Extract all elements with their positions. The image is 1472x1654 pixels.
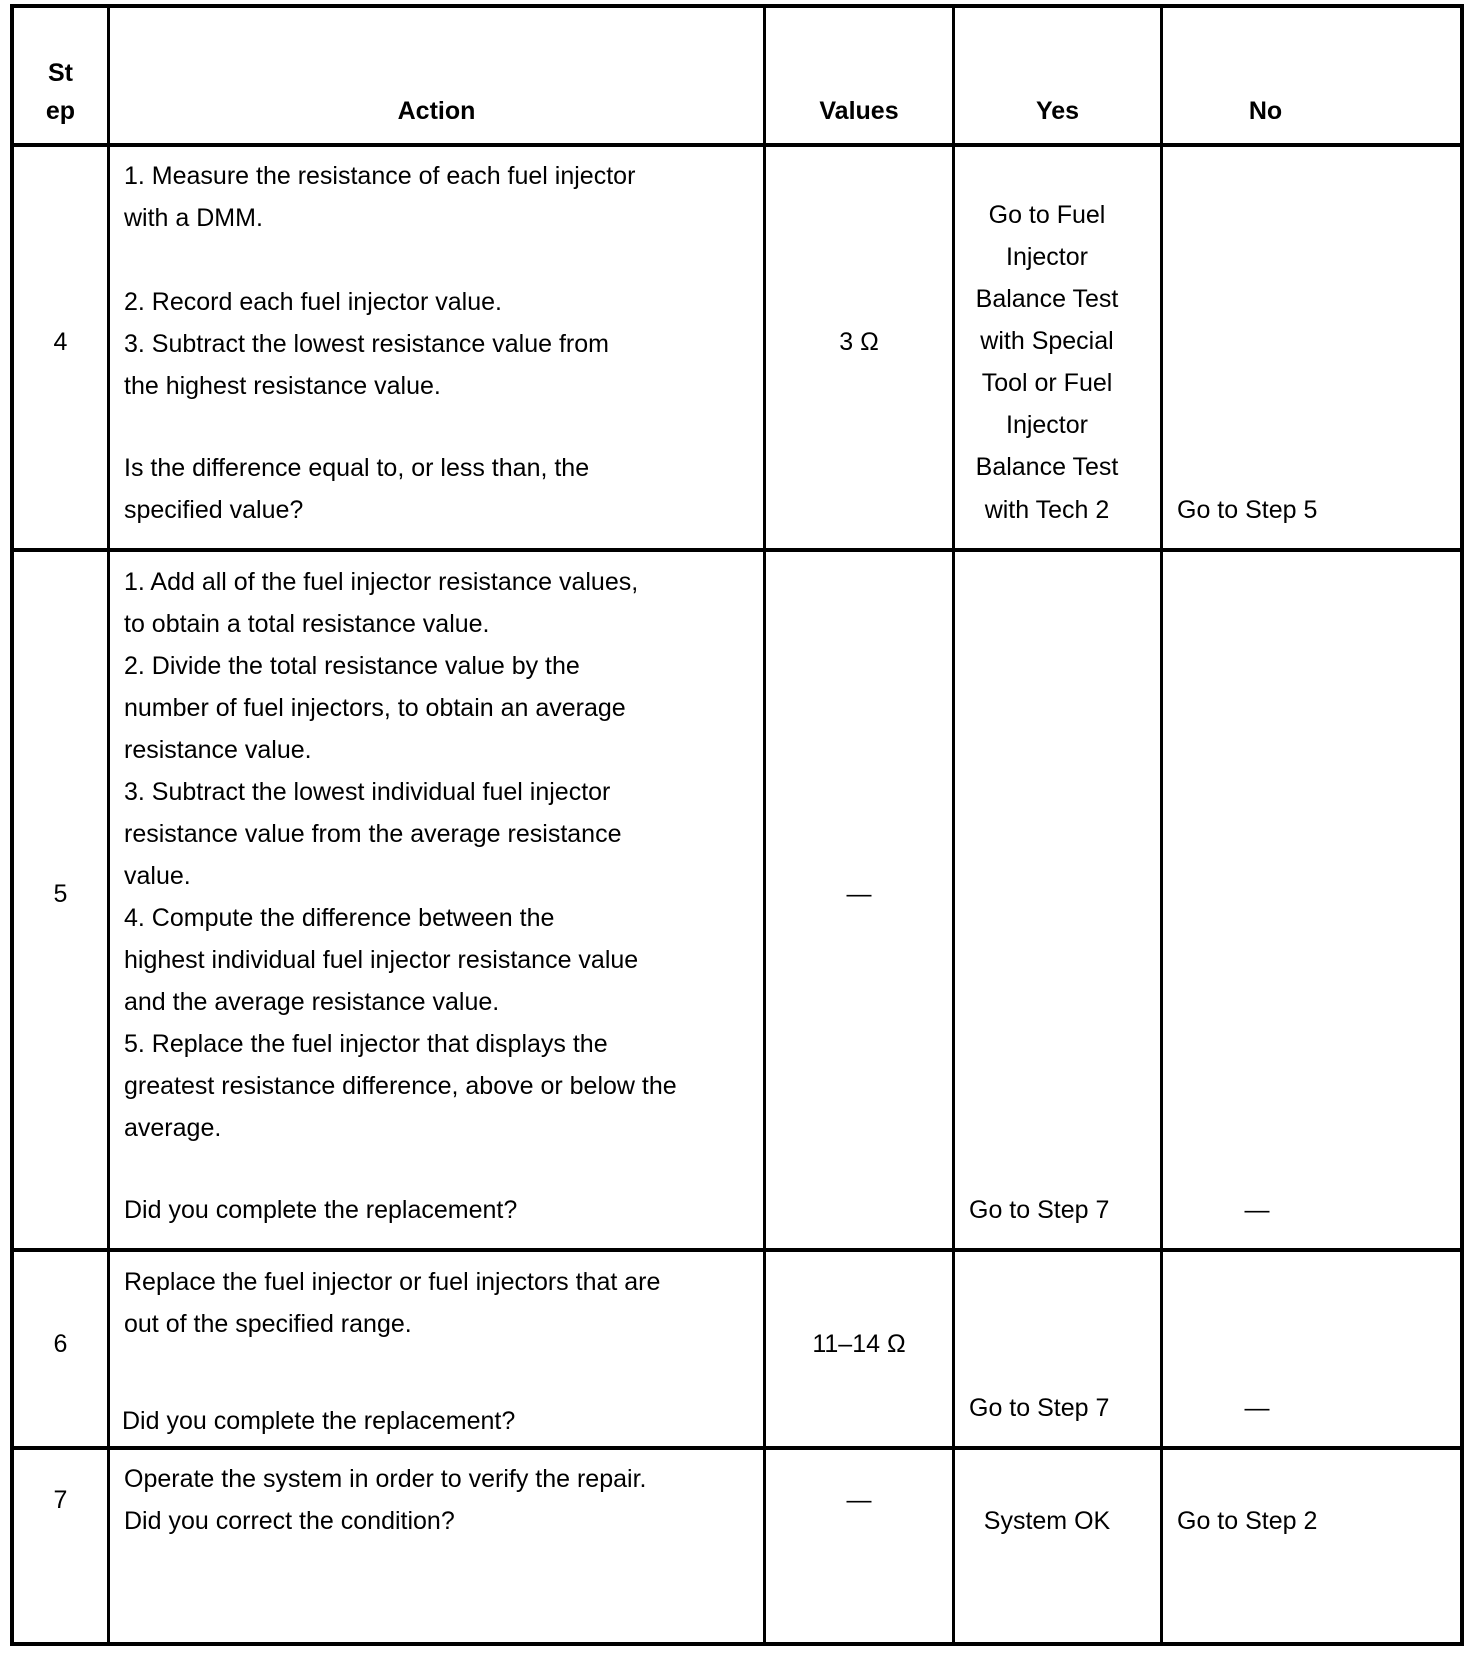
row-divider [14, 143, 1460, 147]
no-result: Go to Step 2 [1177, 1507, 1318, 1535]
header-yes: Yes [1035, 97, 1080, 125]
yes-line: Injector [1006, 243, 1088, 271]
action-line: number of fuel injectors, to obtain an average [124, 694, 626, 722]
action-line: and the average resistance value. [124, 988, 500, 1016]
action-line: value. [124, 862, 191, 890]
spec-value: — [846, 1486, 872, 1514]
header-no: No [1248, 97, 1283, 125]
action-line: Did you complete the replacement? [122, 1407, 516, 1435]
action-line: Replace the fuel injector or fuel injectors that are [124, 1268, 661, 1296]
header-action: Action [397, 97, 476, 125]
column-divider [763, 8, 766, 1642]
header-step-line2: ep [45, 97, 76, 125]
action-line: resistance value from the average resistance [124, 820, 622, 848]
yes-result: System OK [983, 1507, 1111, 1535]
step-number: 4 [53, 328, 68, 356]
action-line: the highest resistance value. [124, 372, 441, 400]
step-number: 7 [53, 1486, 68, 1514]
spec-value: — [846, 880, 872, 908]
action-line: 3. Subtract the lowest individual fuel injector [124, 778, 611, 806]
no-result: Go to Step 5 [1177, 496, 1318, 524]
no-result: — [1244, 1196, 1270, 1224]
action-line: 2. Divide the total resistance value by the [124, 652, 580, 680]
step-number: 6 [53, 1330, 68, 1358]
action-line: with a DMM. [124, 204, 263, 232]
spec-value: 3 Ω [839, 328, 879, 356]
row-divider [14, 548, 1460, 552]
action-line: Did you complete the replacement? [124, 1196, 518, 1224]
yes-line: Tool or Fuel [981, 369, 1113, 397]
action-line: 5. Replace the fuel injector that displays the [124, 1030, 608, 1058]
spec-value: 11–14 Ω [812, 1330, 906, 1358]
step-number: 5 [53, 880, 68, 908]
row-divider [14, 1446, 1460, 1450]
yes-line: with Special [980, 327, 1114, 355]
yes-line: Injector [1006, 411, 1088, 439]
yes-line: Balance Test [975, 453, 1119, 481]
row-divider [14, 1248, 1460, 1252]
action-line: Did you correct the condition? [124, 1507, 455, 1535]
yes-result: Go to Step 7 [969, 1394, 1110, 1422]
action-line: highest individual fuel injector resistance value [124, 946, 639, 974]
yes-result: Go to Step 7 [969, 1196, 1110, 1224]
action-line: specified value? [124, 496, 304, 524]
action-line: 1. Add all of the fuel injector resistance values, [124, 568, 639, 596]
action-line: greatest resistance difference, above or below the [124, 1072, 677, 1100]
header-values: Values [819, 97, 899, 125]
action-line: to obtain a total resistance value. [124, 610, 490, 638]
action-line: average. [124, 1114, 222, 1142]
yes-line: Balance Test [975, 285, 1119, 313]
action-line: 2. Record each fuel injector value. [124, 288, 502, 316]
header-step-line1: St [48, 59, 73, 87]
action-line: 4. Compute the difference between the [124, 904, 555, 932]
action-line: 3. Subtract the lowest resistance value from [124, 330, 609, 358]
action-line: resistance value. [124, 736, 312, 764]
action-line: Operate the system in order to verify the repair. [124, 1465, 647, 1493]
action-line: Is the difference equal to, or less than, the [124, 454, 590, 482]
action-line: 1. Measure the resistance of each fuel injector [124, 162, 636, 190]
yes-line: Go to Fuel [988, 201, 1106, 229]
action-line: out of the specified range. [124, 1310, 412, 1338]
yes-line: with Tech 2 [984, 496, 1110, 524]
column-divider [107, 8, 110, 1642]
no-result: — [1244, 1394, 1270, 1422]
